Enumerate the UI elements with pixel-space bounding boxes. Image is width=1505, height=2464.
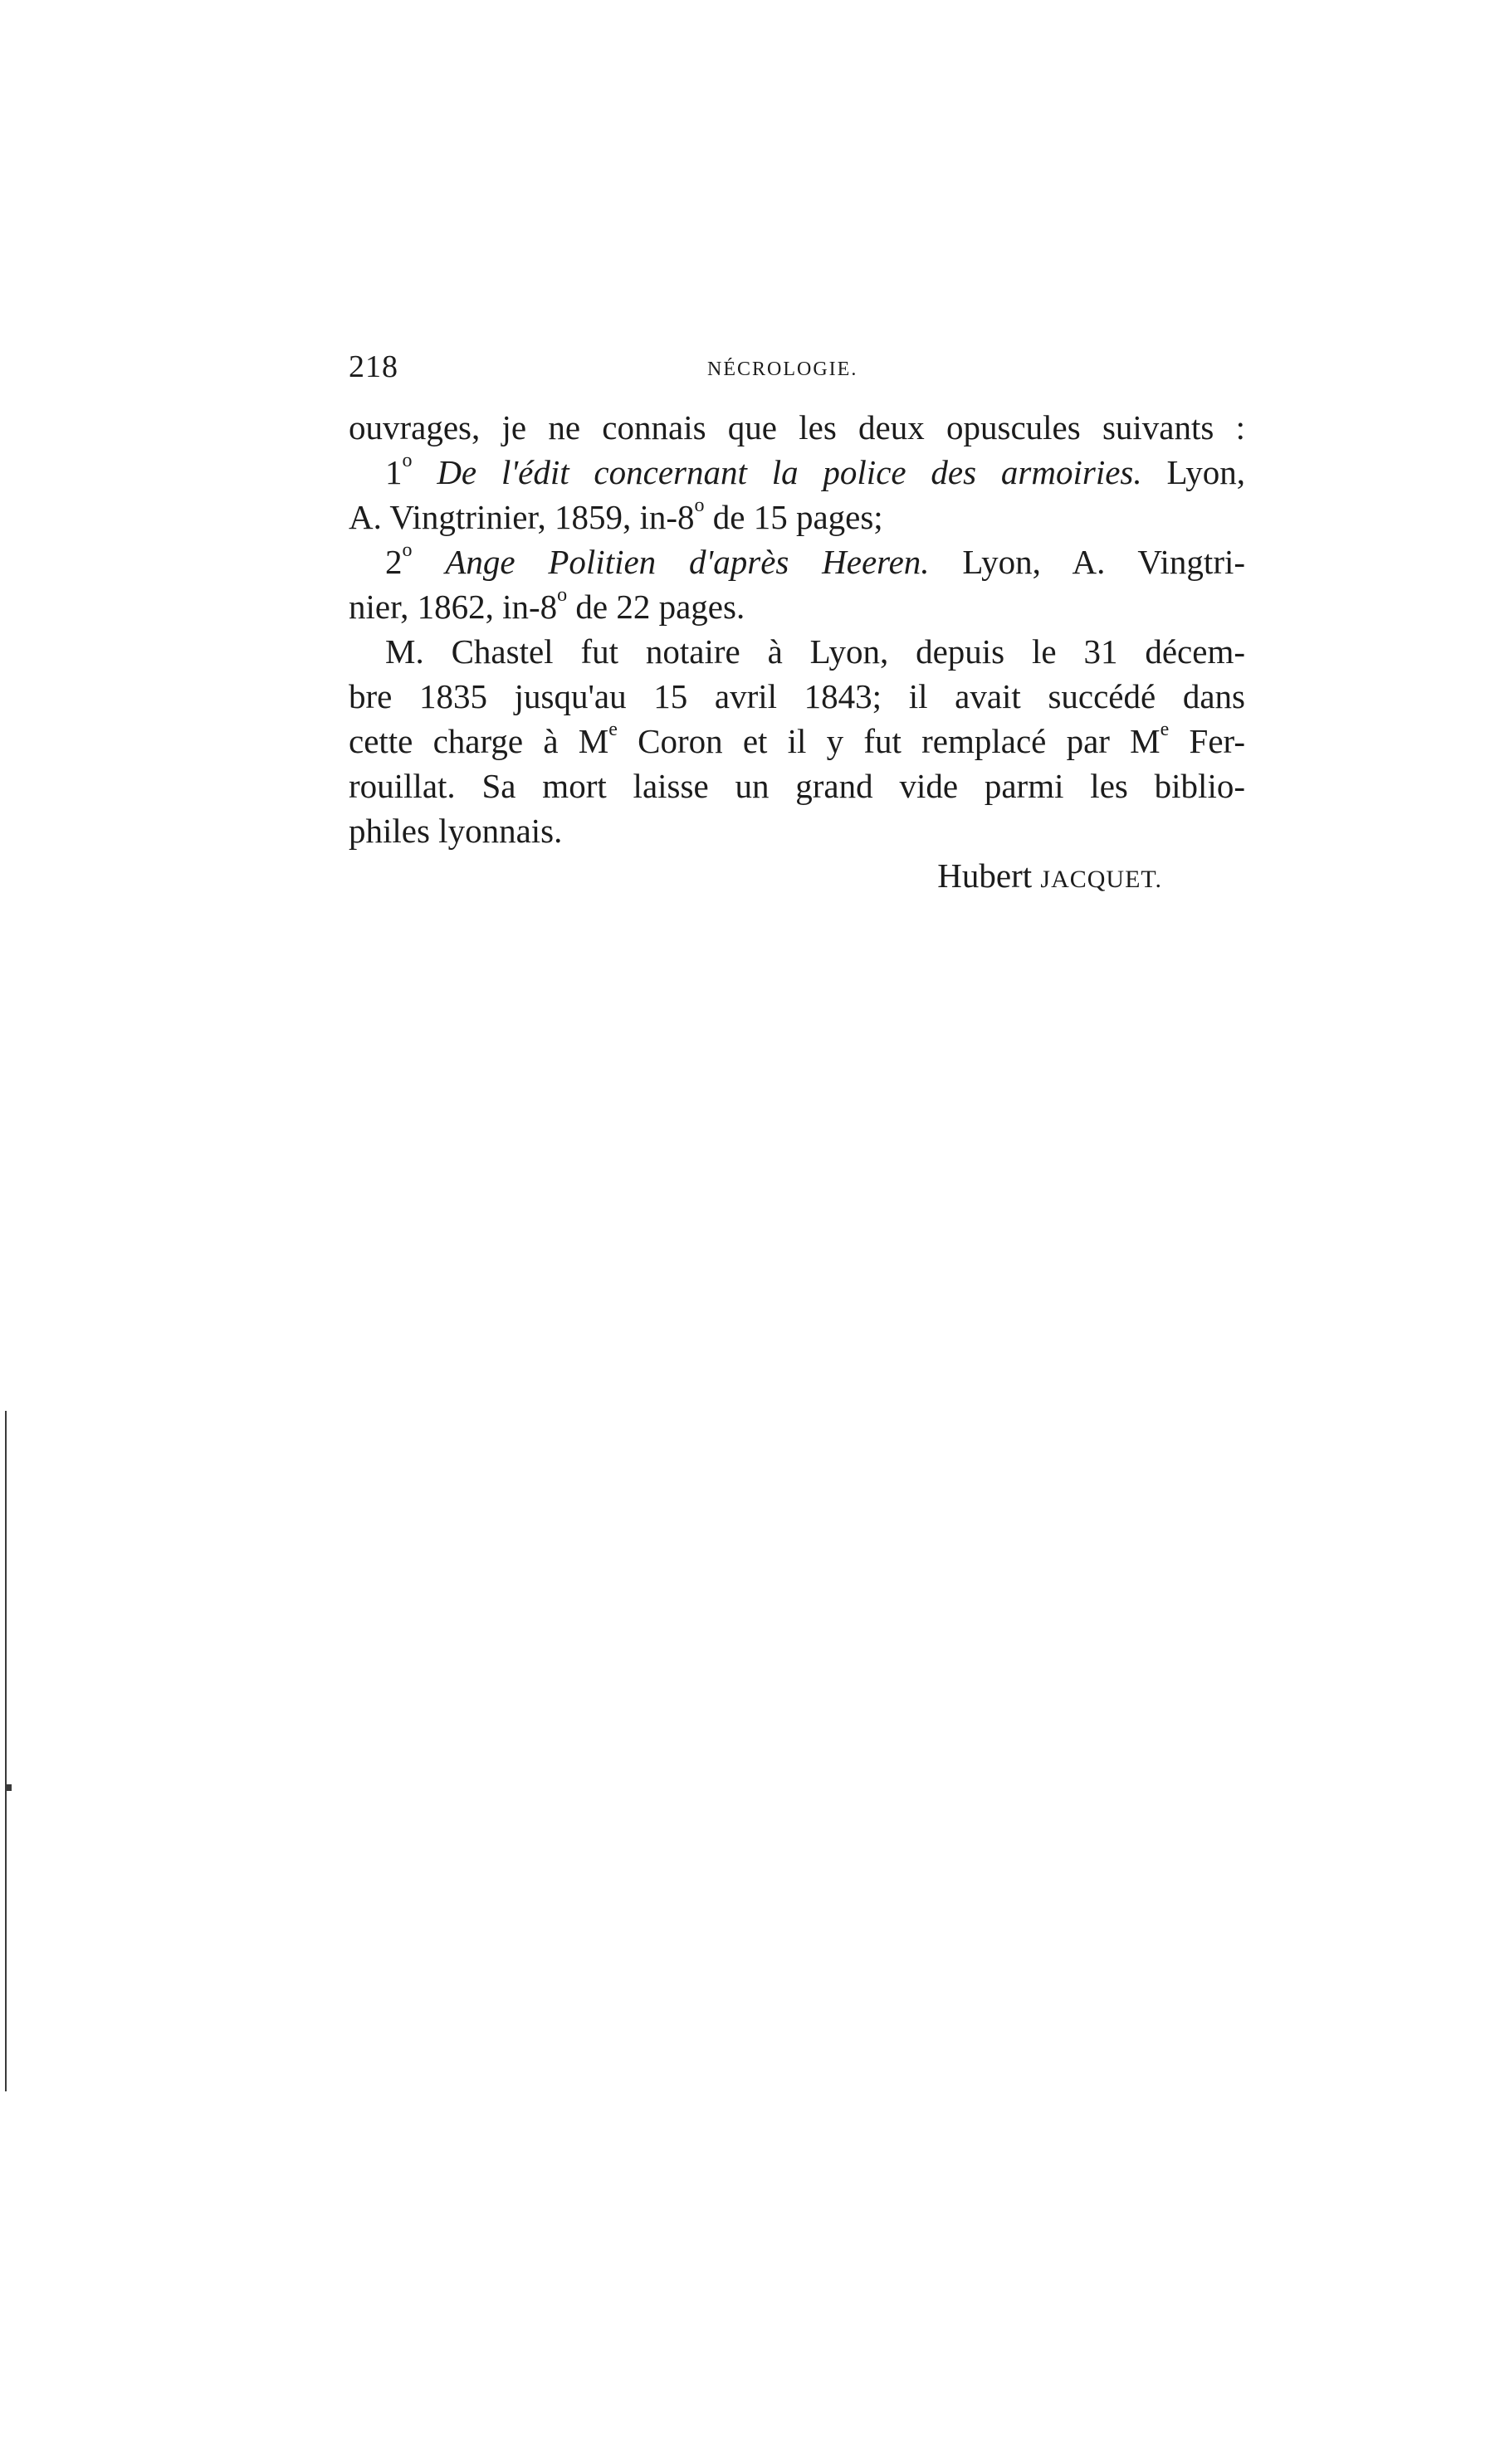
superscript-e: e	[608, 719, 618, 741]
ordinal-mark: o	[402, 539, 413, 562]
ordinal-mark: o	[694, 495, 705, 517]
scan-margin-tick	[5, 1784, 12, 1791]
work-title: De l'édit concernant la police des armoiries.	[437, 453, 1142, 491]
page-number: 218	[349, 349, 398, 384]
line-9-text: rouillat. Sa mort laisse un grand vide parmi les biblio-	[349, 767, 1245, 805]
body-text	[349, 405, 1245, 898]
line-10-text: philes lyonnais.	[349, 812, 563, 850]
text-line-9	[349, 764, 1245, 808]
work-title: Ange Politien d'après Heeren.	[445, 543, 930, 581]
line-8-part-b: Coron et il y fut remplacé par M	[638, 722, 1161, 760]
line-1-text: ouvrages, je ne connais que les deux opuscules suivants :	[349, 408, 1245, 446]
signature-first-name: Hubert	[937, 856, 1033, 895]
text-line-1	[349, 405, 1245, 450]
item-number: 1	[385, 453, 403, 491]
superscript-e: e	[1160, 719, 1170, 741]
text-line-8	[349, 719, 1245, 764]
line-7-text: bre 1835 jusqu'au 15 avril 1843; il avait succédé dans	[349, 677, 1245, 715]
ordinal-mark: o	[557, 584, 568, 607]
line-5-rest: de 22 pages.	[575, 588, 745, 626]
item-number: 2	[385, 543, 403, 581]
line-5-text: nier, 1862, in-8	[349, 588, 558, 626]
running-head: NÉCROLOGIE.	[707, 359, 858, 380]
line-3-rest: de 15 pages;	[712, 498, 883, 536]
text-line-10	[349, 808, 1245, 853]
scan-margin-line	[5, 1411, 7, 2091]
line-3-text: A. Vingtrinier, 1859, in-8	[349, 498, 695, 536]
text-line-7	[349, 674, 1245, 719]
line-8-part-c: Fer-	[1189, 722, 1246, 760]
signature-last-name: JACQUET.	[1040, 866, 1162, 893]
line-2-rest: Lyon,	[1166, 453, 1245, 491]
text-line-4	[349, 539, 1245, 584]
author-signature	[349, 853, 1245, 898]
page-header	[349, 349, 1245, 398]
line-4-rest: Lyon, A. Vingtri-	[962, 543, 1246, 581]
text-line-2	[349, 450, 1245, 495]
text-line-6	[349, 629, 1245, 674]
text-line-3	[349, 495, 1245, 539]
line-8-part-a: cette charge à M	[349, 722, 609, 760]
line-6-text: M. Chastel fut notaire à Lyon, depuis le 31 décem-	[385, 632, 1245, 671]
text-line-5	[349, 584, 1245, 629]
ordinal-mark: o	[402, 450, 413, 472]
